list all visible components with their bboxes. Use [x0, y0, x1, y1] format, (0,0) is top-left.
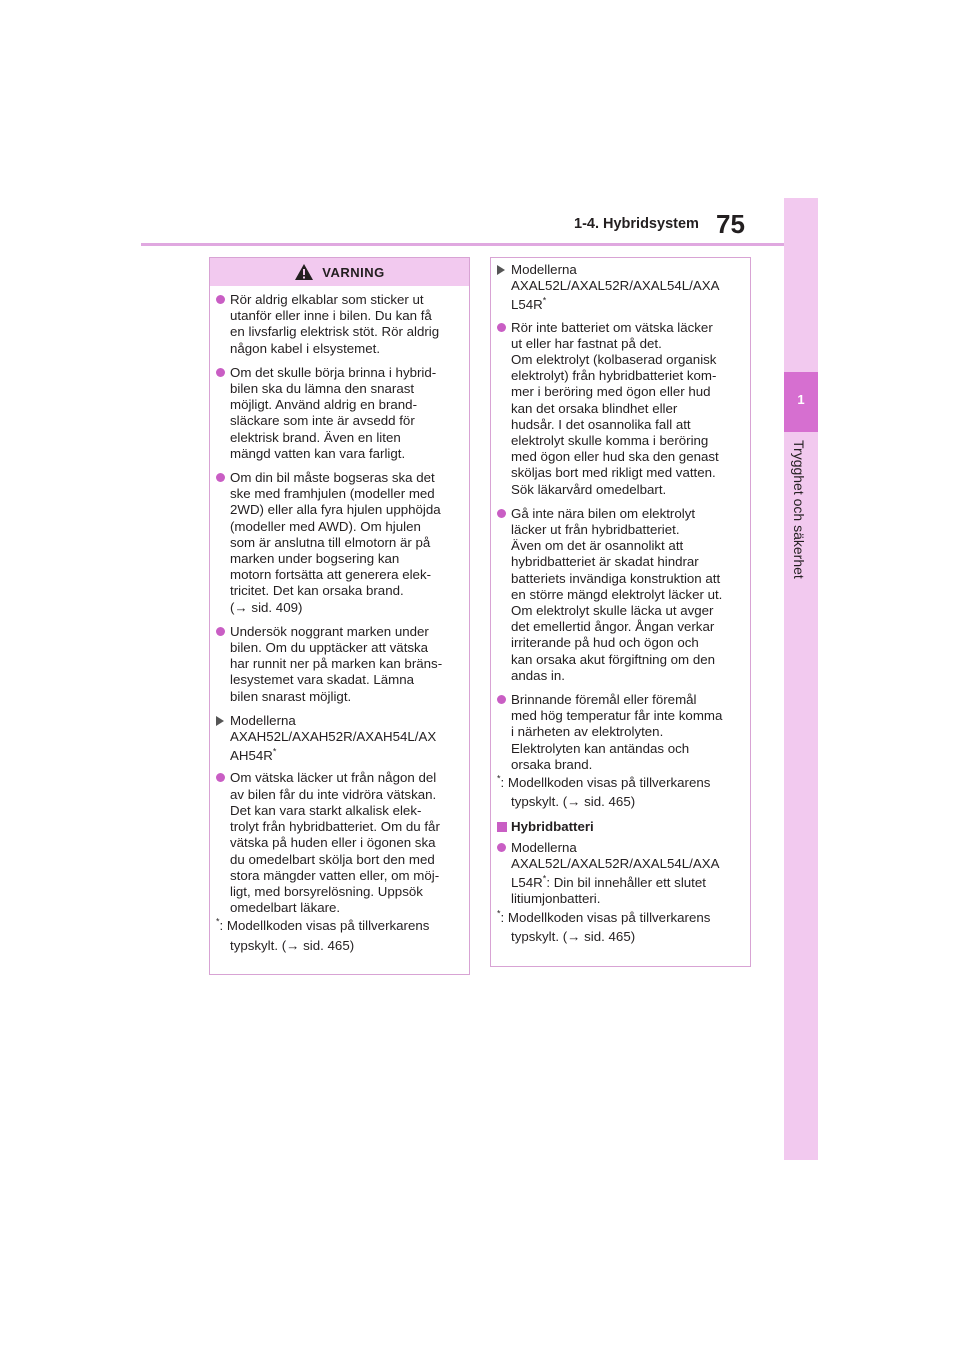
text-line: kan det orsaka blindhet eller [511, 400, 678, 416]
text-line: vätska på huden eller i ögonen ska [230, 835, 436, 851]
asterisk: * [272, 746, 277, 757]
list-item [216, 292, 461, 357]
model-heading [497, 262, 742, 314]
text-line: ligt, med borsyrelösning. Uppsök [230, 883, 423, 899]
section-heading [497, 819, 742, 836]
triangle-bullet-icon [497, 265, 505, 275]
list-item [497, 506, 742, 684]
text-line: sköljas bort med rikligt med vatten. [511, 465, 716, 481]
text-line: Modellerna [511, 262, 577, 277]
text-line: Om det skulle börja brinna i hybrid- [230, 364, 437, 380]
text-line: Rör inte batteriet om vätska läcker [511, 319, 713, 335]
text-line: bilen snarast möjligt. [230, 688, 352, 704]
text-line: Om vätska läcker ut från någon del [230, 770, 437, 786]
model-code: AH54R [230, 748, 273, 764]
text-line: i närheten av elektrolyten. [511, 724, 664, 740]
warning-header [210, 258, 469, 286]
text-line: Det kan vara starkt alkalisk elek- [230, 802, 422, 818]
text-line: med hög temperatur får inte komma [511, 708, 723, 724]
bullet-icon [216, 773, 225, 782]
page-reference[interactable]: typskylt. (→ sid. 465) [511, 794, 636, 810]
section-title: 1-4. Hybridsystem [574, 216, 699, 232]
list-item [216, 770, 461, 916]
text-line: ut eller har fastnat på det. [511, 335, 662, 351]
asterisk: * [497, 908, 501, 919]
warning-icon [294, 263, 314, 281]
text-line: mängd vatten kan vara farligt. [230, 445, 406, 461]
text-line: elektrolyt) från hybridbatteriet kom- [511, 368, 717, 384]
text-line: batteriets invändiga konstruktion att [511, 570, 721, 586]
footnote [497, 775, 742, 810]
list-item [216, 624, 461, 705]
list-item [497, 840, 742, 908]
text-line: du omedelbart skölja bort den med [230, 851, 435, 867]
text-line: AXAL52L/AXAL52R/AXAL54L/AXA [511, 278, 720, 294]
text-line: Undersök noggrant marken under [230, 623, 429, 639]
text-line: bilen ska du lämna den snarast [230, 381, 415, 397]
text-line: AXAL52L/AXAL52R/AXAL54L/AXA [511, 855, 720, 871]
text-line: trolyt från hybridbatteriet. Om du får [230, 819, 440, 835]
text-line: Elektrolyten kan antändas och [511, 740, 690, 756]
text-line: stora mängder vatten eller, om möj- [230, 867, 440, 883]
text-line: Gå inte nära bilen om elektrolyt [511, 505, 696, 521]
text-line: någon kabel i elsystemet. [230, 340, 381, 356]
warning-box-continued [490, 257, 751, 967]
text-line: kan orsaka akut förgiftning om den [511, 651, 716, 667]
text-line: ske med framhjulen (modeller med [230, 486, 435, 502]
page-reference[interactable]: typskylt. (→ sid. 465) [511, 928, 636, 944]
text-line: motorn fortsätta att generera elek- [230, 567, 432, 583]
heading-text: Hybridbatteri [511, 818, 594, 834]
page-number: 75 [716, 209, 745, 239]
text-line: en livsfarlig elektrisk stöt. Rör aldrig [230, 324, 440, 340]
text-line: litiumjonbatteri. [511, 891, 601, 907]
bullet-icon [497, 695, 506, 704]
text-line: mer i beröring med ögon eller hud [511, 384, 711, 400]
text-line: lesystemet vara skadat. Lämna [230, 672, 415, 688]
footnote [497, 910, 742, 945]
text-line: elektrolyt skulle komma i beröring [511, 433, 709, 449]
text-line: : Modellkoden visas på tillverkarens [500, 909, 711, 925]
asterisk: * [216, 916, 220, 927]
text-line: som är anslutna till elmotorn är på [230, 534, 431, 550]
model-heading [216, 713, 461, 765]
asterisk: * [497, 773, 501, 784]
list-item [216, 470, 461, 616]
text-line: orsaka brand. [511, 756, 593, 772]
bullet-icon [216, 368, 225, 377]
text-line: marken under bogsering kan [230, 551, 400, 567]
bullet-icon [497, 509, 506, 518]
bullet-icon [497, 323, 506, 332]
list-item [497, 692, 742, 773]
text-line: : Modellkoden visas på tillverkarens [219, 918, 430, 934]
page-reference[interactable]: typskylt. (→ sid. 465) [230, 937, 355, 953]
side-chapter-title: Trygghet och säkerhet [791, 440, 807, 579]
model-code: L54R [511, 875, 543, 891]
bullet-icon [216, 295, 225, 304]
header-rule [141, 243, 784, 246]
text-line: möjligt. Använd aldrig en brand- [230, 397, 418, 413]
text-line: elektrisk brand. Även en liten [230, 429, 401, 445]
text-line: Rör aldrig elkablar som sticker ut [230, 292, 424, 307]
text-line: av bilen får du inte vidröra vätskan. [230, 786, 437, 802]
footnote [216, 918, 461, 953]
bullet-icon [216, 473, 225, 482]
page-reference[interactable]: (→ sid. 409) [230, 599, 303, 615]
text-line: det emellertid ångor. Ångan verkar [511, 619, 715, 635]
bullet-icon [497, 843, 506, 852]
text-line: Även om det är osannolikt att [511, 538, 684, 554]
text-line: Modellerna [511, 839, 577, 855]
text-line: (modeller med AWD). Om hjulen [230, 518, 421, 534]
text-line: omedelbart läkare. [230, 900, 341, 916]
text-line: Modellerna [230, 712, 296, 728]
list-item [216, 365, 461, 462]
text-line: andas in. [511, 667, 565, 683]
text-line: AXAH52L/AXAH52R/AXAH54L/AX [230, 729, 437, 745]
side-chapter-number: 1 [797, 392, 805, 407]
text-line: utanför eller inne i bilen. Du kan få [230, 308, 432, 324]
text-line: 2WD) eller alla fyra hjulen upphöjda [230, 502, 441, 518]
text-line: bilen. Om du upptäcker att vätska [230, 640, 429, 656]
text-line: Om elektrolyt (kolbaserad organisk [511, 352, 717, 368]
asterisk: * [542, 873, 547, 884]
text-line: tricitet. Det kan orsaka brand. [230, 583, 404, 599]
bullet-icon [216, 627, 225, 636]
text-line: hudsår. I det osannolika fall att [511, 416, 691, 432]
model-code: L54R [511, 297, 543, 313]
text-line: Sök läkarvård omedelbart. [511, 481, 667, 497]
warning-label: VARNING [322, 264, 385, 280]
list-item [497, 320, 742, 498]
text-line: har runnit ner på marken kan bräns- [230, 656, 443, 672]
text-line: Om elektrolyt skulle läcka ut avger [511, 603, 714, 619]
side-tab [784, 198, 818, 1160]
square-bullet-icon [497, 822, 507, 832]
text-line: : Modellkoden visas på tillverkarens [500, 775, 711, 791]
warning-box [209, 257, 470, 975]
text-line: en större mängd elektrolyt läcker ut. [511, 586, 723, 602]
text-line: släckare som inte är avsedd för [230, 413, 415, 429]
text-line: : Din bil innehåller ett slutet [546, 875, 706, 891]
asterisk: * [542, 295, 547, 306]
text-line: Om din bil måste bogseras ska det [230, 470, 435, 486]
text-line: irriterande på hud och ögon och [511, 635, 699, 651]
triangle-bullet-icon [216, 716, 224, 726]
text-line: läcker ut från hybridbatteriet. [511, 522, 680, 538]
text-line: Brinnande föremål eller föremål [511, 692, 697, 708]
text-line: hybridbatteriet är skadat hindrar [511, 554, 699, 570]
text-line: med ögon eller hud ska den genast [511, 449, 719, 465]
